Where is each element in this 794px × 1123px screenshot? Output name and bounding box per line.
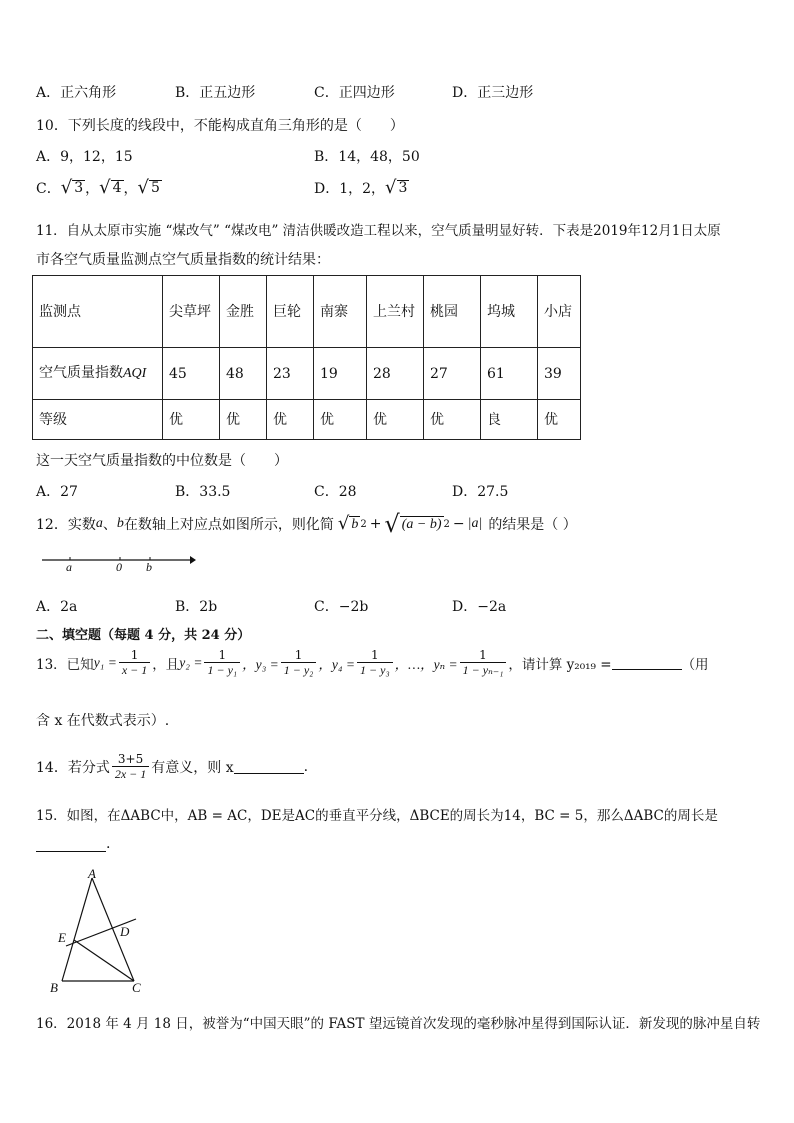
figure-label-a: A [88,866,96,881]
section-heading: 二、填空题（每题 4 分，共 24 分） [36,628,251,643]
table-cell: 27 [424,348,481,400]
axis-label-zero: 0 [116,560,122,574]
axis-label-a: a [66,560,72,574]
table-cell: 优 [424,400,481,440]
table-cell: 优 [538,400,581,440]
figure-label-c: C [132,980,141,995]
q10-option-c: C． √ 3 ， √ 4 ， √ 5 [36,177,160,198]
answer-blank[interactable] [36,837,106,852]
aqi-label-cell: 空气质量指数AQI [33,348,163,400]
table-header-cell: 巨轮 [267,276,314,348]
table-cell: 优 [163,400,220,440]
q10-option-d: D．1，2， √ 3 [314,177,408,198]
q11-option-d: D．27.5 [452,484,509,500]
table-cell: 61 [481,348,538,400]
table-cell: 优 [267,400,314,440]
q12-option-b: B．2b [175,599,218,615]
table-cell: 19 [314,348,367,400]
q11-option-b: B．33.5 [175,484,231,500]
table-cell: 28 [367,348,424,400]
table-header-cell: 南寨 [314,276,367,348]
q14-stem: 14．若分式 $\frac{3+5}{2x - 1}$ 有意义，则 x . [36,752,309,781]
table-cell: 优 [220,400,267,440]
figure-label-d: D [120,924,130,939]
table-header-cell: 监测点 [33,276,163,348]
table-header-cell: 金胜 [220,276,267,348]
q15-line1: 15．如图，在ΔABC中，AB = AC，DE是AC的垂直平分线，ΔBCE的周长为14，BC = 5，那么ΔABC的周长是 [36,808,718,824]
q12-option-a: A．2a [36,599,78,615]
q9-option-b: B．正五边形 [175,85,256,101]
q12-option-d: D．−2a [452,599,507,615]
q13-line2: 含 x 在代数式表示）. [36,713,170,729]
q9-option-a: A．正六角形 [36,85,117,101]
table-cell: 45 [163,348,220,400]
q11-stem-line2: 市各空气质量监测点空气质量指数的统计结果： [36,252,330,268]
table-cell: 23 [267,348,314,400]
table-row [33,400,581,440]
q9-option-c: C．正四边形 [314,85,395,101]
q11-option-c: C．28 [314,484,357,500]
table-cell: 优 [367,400,424,440]
q12-stem: 12．实数 a 、 b 在数轴上对应点如图所示，则化简 √ b 2 + √ (a − b) 2 − |a| 的结果是（ ） [36,510,577,538]
table-header-cell: 坞城 [481,276,538,348]
q10-stem: 10．下列长度的线段中，不能构成直角三角形的是（ ） [36,118,404,134]
table-header-cell: 尖草坪 [163,276,220,348]
table-cell: 良 [481,400,538,440]
aqi-table [32,275,581,440]
q10-option-b: B．14，48，50 [314,149,420,165]
axis-label-b: b [146,560,152,574]
table-header-cell: 桃园 [424,276,481,348]
table-cell: 优 [314,400,367,440]
table-row [33,276,581,348]
table-header-cell: 上兰村 [367,276,424,348]
table-row [33,348,581,400]
figure-label-b: B [50,980,58,995]
table-header-cell: 小店 [538,276,581,348]
q11-question: 这一天空气质量指数的中位数是（ ） [36,453,288,469]
q12-option-c: C．−2b [314,599,369,615]
answer-blank[interactable] [234,759,304,774]
q11-option-a: A．27 [36,484,78,500]
answer-blank[interactable] [612,655,682,670]
q11-stem-line1: 11．自从太原市实施 “煤改气” “煤改电” 清洁供暖改造工程以来，空气质量明显好转．下表是2019年12月1日太原 [36,223,721,239]
q15-line2: . [36,836,110,852]
figure-label-e: E [58,930,66,945]
q16-line1: 16．2018 年 4 月 18 日，被誉为“中国天眼”的 FAST 望远镜首次发现的毫秒脉冲星得到国际认证．新发现的脉冲星自转 [36,1016,761,1032]
q10-option-a: A．9，12，15 [36,149,133,165]
q9-option-d: D．正三边形 [452,85,534,101]
grade-label-cell: 等级 [33,400,163,440]
table-cell: 39 [538,348,581,400]
table-cell: 48 [220,348,267,400]
q13-stem: 13．已知 y₁ = $\frac{1}{x - 1}$ ，且 y₂ = $\frac{1}{\text{1 − y₁}}$ ，y₃ = $\frac{1}{\text{1 − y₂}}$ ，y₄ = $\frac{1}{\text{1 − y₃}}$ ，…，yₙ = $\frac{1}{\text{1 − yₙ₋₁}}$ ，请计算 y₂₀₁₉ = （用 [36,648,709,677]
